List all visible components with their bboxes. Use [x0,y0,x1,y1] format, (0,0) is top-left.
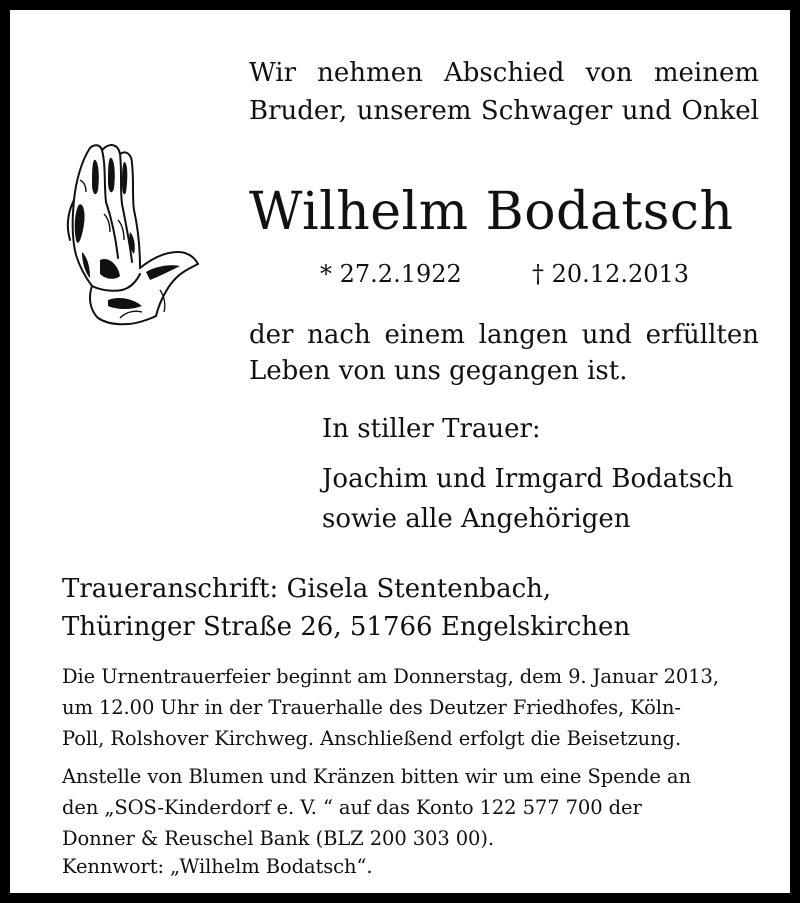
donation-line-4: Kennwort: „Wilhelm Bodatsch“. [62,855,373,878]
deceased-name: Wilhelm Bodatsch [249,182,734,242]
birth-date: * 27.2.1922 [320,260,462,288]
mourners-line-2: sowie alle Angehörigen [322,504,631,534]
mourners-line-1: Joachim und Irmgard Bodatsch [322,464,734,494]
ceremony-line-2: um 12.00 Uhr in der Trauerhalle des Deutzer Friedhofes, Köln- [62,696,681,719]
intro-line-2: Bruder, unserem Schwager und Onkel [249,96,759,126]
ceremony-line-1: Die Urnentrauerfeier beginnt am Donnerstag, dem 9. Januar 2013, [62,665,719,688]
donation-line-3: Donner & Reuschel Bank (BLZ 200 303 00). [62,827,494,850]
death-date: † 20.12.2013 [532,260,690,288]
intro-line-1: Wir nehmen Abschied von meinem [249,58,759,88]
donation-line-2: den „SOS-Kinderdorf e. V. “ auf das Konto 122 577 700 der [62,796,642,819]
mourning-heading: In stiller Trauer: [322,414,541,444]
closing-line-1: der nach einem langen und erfüllten [249,320,759,350]
ceremony-line-3: Poll, Rolshover Kirchweg. Anschließend erfolgt die Beisetzung. [62,727,682,750]
praying-hands-icon [60,140,210,330]
donation-line-1: Anstelle von Blumen und Kränzen bitten wir um eine Spende an [62,765,691,788]
address-line-2: Thüringer Straße 26, 51766 Engelskirchen [62,612,631,642]
address-line-1: Traueranschrift: Gisela Stentenbach, [62,574,552,604]
closing-line-2: Leben von uns gegangen ist. [249,356,628,386]
